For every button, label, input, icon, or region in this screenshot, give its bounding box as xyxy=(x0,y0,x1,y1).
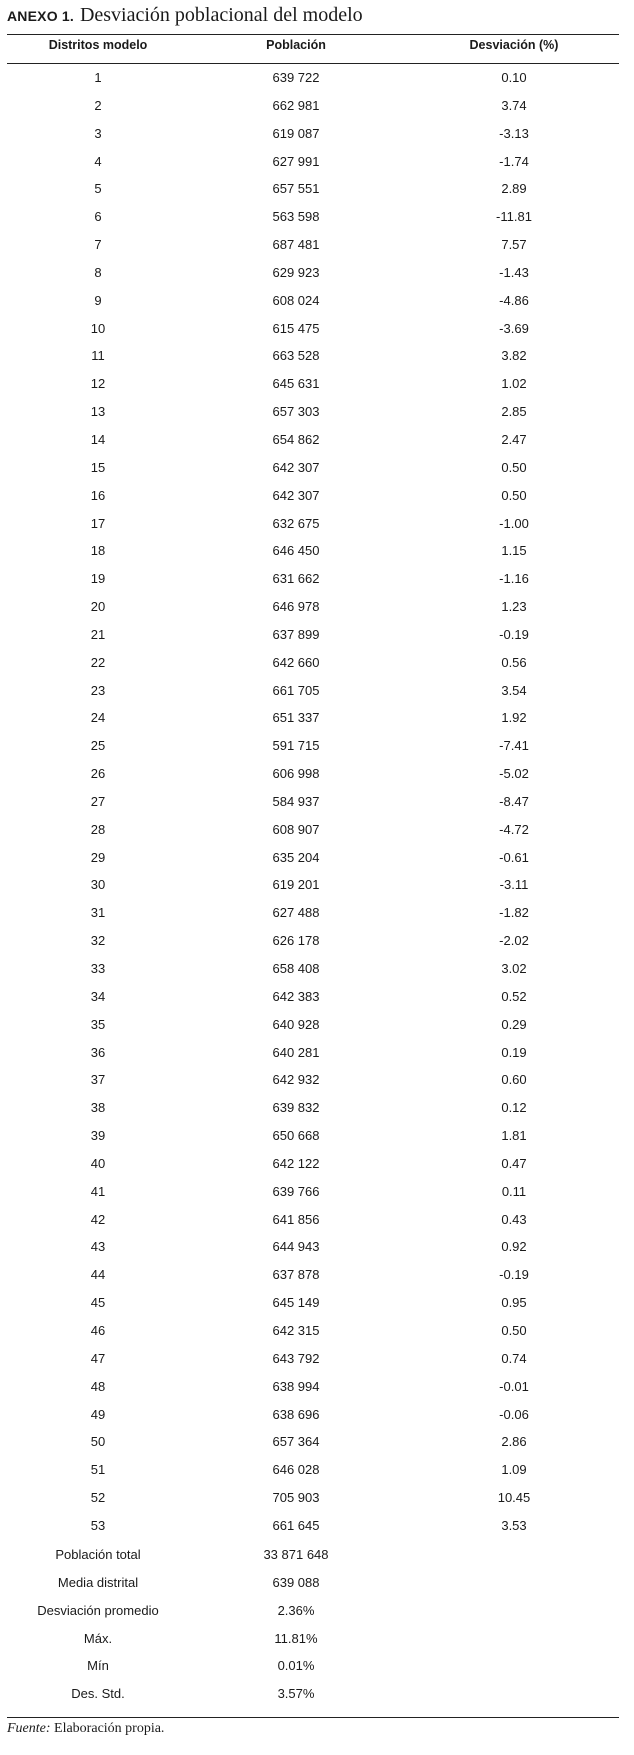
source-text: Elaboración propia. xyxy=(54,1721,165,1736)
population-cell: 642 307 xyxy=(272,459,320,475)
table-row xyxy=(0,1347,634,1375)
district-cell: 26 xyxy=(90,766,106,782)
table-top-rule xyxy=(7,34,619,35)
district-cell: 48 xyxy=(90,1378,106,1394)
summary-label: Desviación promedio xyxy=(37,1602,159,1618)
deviation-cell: 0.11 xyxy=(501,1183,527,1199)
table-row xyxy=(0,1291,634,1319)
district-cell: 20 xyxy=(90,599,106,615)
table-row xyxy=(0,317,634,345)
population-cell: 563 598 xyxy=(272,209,320,225)
district-cell: 27 xyxy=(90,793,106,809)
deviation-cell: 1.81 xyxy=(501,1128,527,1144)
deviation-cell: 0.19 xyxy=(501,1044,527,1060)
deviation-cell: -1.00 xyxy=(499,515,529,531)
summary-row xyxy=(0,1571,634,1599)
deviation-cell: 2.47 xyxy=(501,431,527,447)
table-row xyxy=(0,623,634,651)
deviation-cell: 1.92 xyxy=(501,710,527,726)
summary-row xyxy=(0,1627,634,1655)
table-row xyxy=(0,1514,634,1542)
table-row xyxy=(0,205,634,233)
summary-value: 3.57% xyxy=(277,1686,315,1702)
deviation-cell: -11.81 xyxy=(496,209,532,225)
deviation-cell: -0.61 xyxy=(499,849,529,865)
deviation-cell: 0.92 xyxy=(501,1239,527,1255)
deviation-cell: -0.06 xyxy=(499,1406,529,1422)
district-cell: 11 xyxy=(91,348,105,364)
header-deviation: Desviación (%) xyxy=(469,38,559,52)
district-cell: 30 xyxy=(90,877,106,893)
table-row xyxy=(0,233,634,261)
deviation-cell: -0.19 xyxy=(499,1267,529,1283)
district-cell: 31 xyxy=(90,905,106,921)
deviation-cell: 0.50 xyxy=(501,487,527,503)
deviation-cell: -1.74 xyxy=(499,153,529,169)
summary-row xyxy=(0,1654,634,1682)
population-cell: 642 660 xyxy=(272,654,320,670)
deviation-cell: -5.02 xyxy=(499,766,529,782)
table-row xyxy=(0,873,634,901)
table-header-rule xyxy=(7,63,619,64)
table-header xyxy=(0,38,634,60)
population-cell: 608 024 xyxy=(272,292,320,308)
district-cell: 51 xyxy=(90,1462,106,1478)
population-cell: 658 408 xyxy=(272,961,320,976)
district-cell: 35 xyxy=(90,1016,106,1032)
district-cell: 33 xyxy=(90,961,106,976)
district-cell: 37 xyxy=(90,1072,106,1088)
table-row xyxy=(0,929,634,957)
population-cell: 629 923 xyxy=(272,264,320,280)
district-cell: 47 xyxy=(90,1350,106,1366)
district-cell: 1 xyxy=(94,70,102,85)
population-cell: 639 766 xyxy=(272,1183,320,1199)
deviation-cell: -1.43 xyxy=(499,264,529,280)
district-cell: 39 xyxy=(90,1128,106,1144)
deviation-cell: 1.02 xyxy=(501,376,527,392)
table-row xyxy=(0,1458,634,1486)
deviation-cell: 7.57 xyxy=(501,237,527,253)
deviation-cell: 0.12 xyxy=(501,1100,527,1116)
table-row xyxy=(0,261,634,289)
deviation-cell: 0.50 xyxy=(501,459,527,475)
district-cell: 41 xyxy=(90,1183,106,1199)
district-cell: 23 xyxy=(90,682,106,698)
table-row xyxy=(0,94,634,122)
table-row xyxy=(0,595,634,623)
deviation-cell: -3.13 xyxy=(499,125,529,141)
population-cell: 608 907 xyxy=(272,821,320,837)
deviation-cell: -0.19 xyxy=(499,626,529,642)
deviation-cell: -7.41 xyxy=(499,738,529,754)
summary-value: 639 088 xyxy=(272,1574,320,1590)
table-row xyxy=(0,1208,634,1236)
source-label: Fuente: xyxy=(7,1721,51,1736)
table-row xyxy=(0,1041,634,1069)
deviation-cell: -2.02 xyxy=(499,933,529,949)
table-row xyxy=(0,1180,634,1208)
header-population: Población xyxy=(266,38,326,52)
district-cell: 19 xyxy=(90,571,106,587)
district-cell: 42 xyxy=(90,1211,106,1227)
table-summary xyxy=(0,1543,634,1710)
district-cell: 53 xyxy=(90,1517,106,1533)
table-row xyxy=(0,428,634,456)
table-row xyxy=(0,344,634,372)
summary-label: Población total xyxy=(55,1547,141,1562)
table-row xyxy=(0,706,634,734)
district-cell: 3 xyxy=(94,125,102,141)
district-cell: 16 xyxy=(90,487,106,503)
district-cell: 45 xyxy=(90,1295,106,1311)
table-row xyxy=(0,762,634,790)
district-cell: 8 xyxy=(94,264,102,280)
table-row xyxy=(0,539,634,567)
deviation-cell: -4.86 xyxy=(499,292,529,308)
district-cell: 12 xyxy=(90,376,106,392)
table-row xyxy=(0,1096,634,1124)
population-cell: 626 178 xyxy=(272,933,320,949)
deviation-cell: 0.95 xyxy=(501,1295,527,1311)
deviation-cell: 1.09 xyxy=(501,1462,527,1478)
table-row xyxy=(0,177,634,205)
summary-label: Media distrital xyxy=(57,1574,139,1590)
deviation-cell: 0.47 xyxy=(501,1155,527,1171)
table-row xyxy=(0,1152,634,1180)
population-cell: 650 668 xyxy=(272,1128,320,1144)
deviation-cell: 10.45 xyxy=(497,1490,531,1506)
deviation-cell: -1.82 xyxy=(499,905,529,921)
population-cell: 662 981 xyxy=(272,97,320,113)
deviation-cell: -3.69 xyxy=(499,320,529,336)
table-row xyxy=(0,1430,634,1458)
table-row xyxy=(0,66,634,94)
deviation-cell: 2.85 xyxy=(501,404,527,420)
population-cell: 657 364 xyxy=(272,1434,320,1450)
district-cell: 7 xyxy=(94,237,102,253)
population-cell: 646 978 xyxy=(272,599,320,615)
population-cell: 646 450 xyxy=(272,543,320,559)
deviation-cell: 0.29 xyxy=(501,1016,527,1032)
summary-value: 0.01% xyxy=(277,1658,315,1674)
district-cell: 34 xyxy=(90,988,106,1004)
district-cell: 28 xyxy=(90,821,106,837)
deviation-cell: 3.82 xyxy=(501,348,527,364)
district-cell: 46 xyxy=(90,1322,106,1338)
table-row xyxy=(0,790,634,818)
district-cell: 24 xyxy=(90,710,106,726)
district-cell: 40 xyxy=(90,1155,106,1171)
deviation-cell: 2.89 xyxy=(501,181,527,197)
population-cell: 584 937 xyxy=(272,793,320,809)
population-cell: 639 832 xyxy=(272,1100,320,1116)
population-cell: 661 705 xyxy=(272,682,320,698)
deviation-cell: 0.52 xyxy=(501,988,527,1004)
population-cell: 642 932 xyxy=(272,1072,320,1088)
deviation-cell: 3.54 xyxy=(501,682,527,698)
population-cell: 687 481 xyxy=(272,237,320,253)
population-cell: 627 991 xyxy=(272,153,320,169)
population-cell: 639 722 xyxy=(272,70,320,85)
annex-label: ANEXO 1. xyxy=(7,8,74,24)
district-cell: 9 xyxy=(94,292,102,308)
deviation-cell: -0.01 xyxy=(499,1378,529,1394)
population-cell: 631 662 xyxy=(272,571,320,587)
district-cell: 10 xyxy=(90,320,106,336)
table-row xyxy=(0,1403,634,1431)
table-row xyxy=(0,1013,634,1041)
table-row xyxy=(0,818,634,846)
summary-row xyxy=(0,1682,634,1710)
deviation-cell: 0.60 xyxy=(501,1072,527,1088)
population-cell: 705 903 xyxy=(272,1490,320,1506)
population-cell: 642 307 xyxy=(272,487,320,503)
deviation-cell: 0.56 xyxy=(501,654,527,670)
district-cell: 15 xyxy=(90,459,106,475)
table-row xyxy=(0,456,634,484)
population-cell: 615 475 xyxy=(272,320,320,336)
district-cell: 6 xyxy=(94,209,102,225)
deviation-cell: -8.47 xyxy=(499,793,529,809)
table-row xyxy=(0,1235,634,1263)
population-cell: 645 631 xyxy=(272,376,320,392)
district-cell: 21 xyxy=(90,626,106,642)
deviation-cell: 3.53 xyxy=(501,1517,527,1533)
annex-title-text: Desviación poblacional del modelo xyxy=(79,4,363,26)
deviation-cell: -4.72 xyxy=(499,821,529,837)
deviation-cell: 0.74 xyxy=(501,1350,527,1366)
table-row xyxy=(0,1124,634,1152)
deviation-cell: 1.23 xyxy=(501,599,527,615)
deviation-cell: 0.43 xyxy=(501,1211,527,1227)
district-cell: 25 xyxy=(90,738,106,754)
deviation-cell: 0.50 xyxy=(501,1322,527,1338)
summary-label: Mín xyxy=(87,1658,109,1674)
summary-value: 11.81% xyxy=(274,1630,318,1646)
summary-row xyxy=(0,1599,634,1627)
population-cell: 632 675 xyxy=(272,515,320,531)
table-row xyxy=(0,150,634,178)
population-cell: 637 899 xyxy=(272,626,320,642)
population-cell: 651 337 xyxy=(272,710,320,726)
deviation-cell: 3.02 xyxy=(501,961,527,976)
population-cell: 619 201 xyxy=(272,877,320,893)
population-cell: 640 928 xyxy=(272,1016,320,1032)
table-row xyxy=(0,1068,634,1096)
table-row xyxy=(0,512,634,540)
population-cell: 643 792 xyxy=(272,1350,320,1366)
population-cell: 637 878 xyxy=(272,1267,320,1283)
table-row xyxy=(0,1263,634,1291)
population-cell: 642 383 xyxy=(272,988,320,1004)
population-cell: 591 715 xyxy=(272,738,320,754)
table-row xyxy=(0,1486,634,1514)
summary-label: Máx. xyxy=(83,1630,113,1646)
summary-row xyxy=(0,1543,634,1571)
deviation-cell: 3.74 xyxy=(501,97,527,113)
deviation-cell: 1.15 xyxy=(501,543,527,559)
summary-label: Des. Std. xyxy=(71,1686,125,1702)
district-cell: 52 xyxy=(90,1490,106,1506)
source-note xyxy=(7,1721,164,1737)
population-cell: 657 303 xyxy=(272,404,320,420)
population-cell: 661 645 xyxy=(272,1517,320,1533)
summary-value: 2.36% xyxy=(277,1602,315,1618)
district-cell: 43 xyxy=(90,1239,106,1255)
deviation-cell: 2.86 xyxy=(501,1434,527,1450)
population-cell: 638 696 xyxy=(272,1406,320,1422)
district-cell: 50 xyxy=(90,1434,106,1450)
population-cell: 640 281 xyxy=(272,1044,320,1060)
header-districts: Distritos modelo xyxy=(48,38,148,52)
district-cell: 17 xyxy=(90,515,106,531)
population-cell: 627 488 xyxy=(272,905,320,921)
annex-title xyxy=(7,4,363,27)
table-row xyxy=(0,289,634,317)
table-row xyxy=(0,985,634,1013)
district-cell: 14 xyxy=(90,431,106,447)
table-row xyxy=(0,734,634,762)
population-cell: 606 998 xyxy=(272,766,320,782)
table-row xyxy=(0,122,634,150)
table-row xyxy=(0,846,634,874)
population-cell: 642 315 xyxy=(272,1322,320,1338)
population-cell: 635 204 xyxy=(272,849,320,865)
table-row xyxy=(0,567,634,595)
district-cell: 13 xyxy=(90,404,106,420)
table-row xyxy=(0,679,634,707)
deviation-cell: 0.10 xyxy=(501,70,527,85)
population-cell: 638 994 xyxy=(272,1378,320,1394)
district-cell: 44 xyxy=(90,1267,106,1283)
table-row xyxy=(0,651,634,679)
summary-value: 33 871 648 xyxy=(263,1547,329,1562)
table-row xyxy=(0,1319,634,1347)
table-bottom-rule xyxy=(7,1717,619,1718)
district-cell: 4 xyxy=(94,153,102,169)
population-cell: 646 028 xyxy=(272,1462,320,1478)
population-cell: 644 943 xyxy=(272,1239,320,1255)
population-cell: 657 551 xyxy=(272,181,320,197)
district-cell: 5 xyxy=(94,181,102,197)
district-cell: 2 xyxy=(94,97,102,113)
deviation-cell: -3.11 xyxy=(499,877,529,893)
table-row xyxy=(0,901,634,929)
table-row xyxy=(0,1375,634,1403)
district-cell: 22 xyxy=(90,654,106,670)
district-cell: 18 xyxy=(90,543,106,559)
table-row xyxy=(0,484,634,512)
population-cell: 642 122 xyxy=(272,1155,320,1171)
district-cell: 36 xyxy=(90,1044,106,1060)
table-row xyxy=(0,372,634,400)
population-cell: 641 856 xyxy=(272,1211,320,1227)
table-row xyxy=(0,957,634,985)
deviation-cell: -1.16 xyxy=(499,571,529,587)
population-cell: 645 149 xyxy=(272,1295,320,1311)
district-cell: 38 xyxy=(90,1100,106,1116)
population-cell: 654 862 xyxy=(272,431,320,447)
district-cell: 49 xyxy=(90,1406,106,1422)
district-cell: 32 xyxy=(90,933,106,949)
table-row xyxy=(0,400,634,428)
population-cell: 663 528 xyxy=(272,348,320,364)
district-cell: 29 xyxy=(90,849,106,865)
population-cell: 619 087 xyxy=(272,125,320,141)
table-body xyxy=(0,66,634,1542)
